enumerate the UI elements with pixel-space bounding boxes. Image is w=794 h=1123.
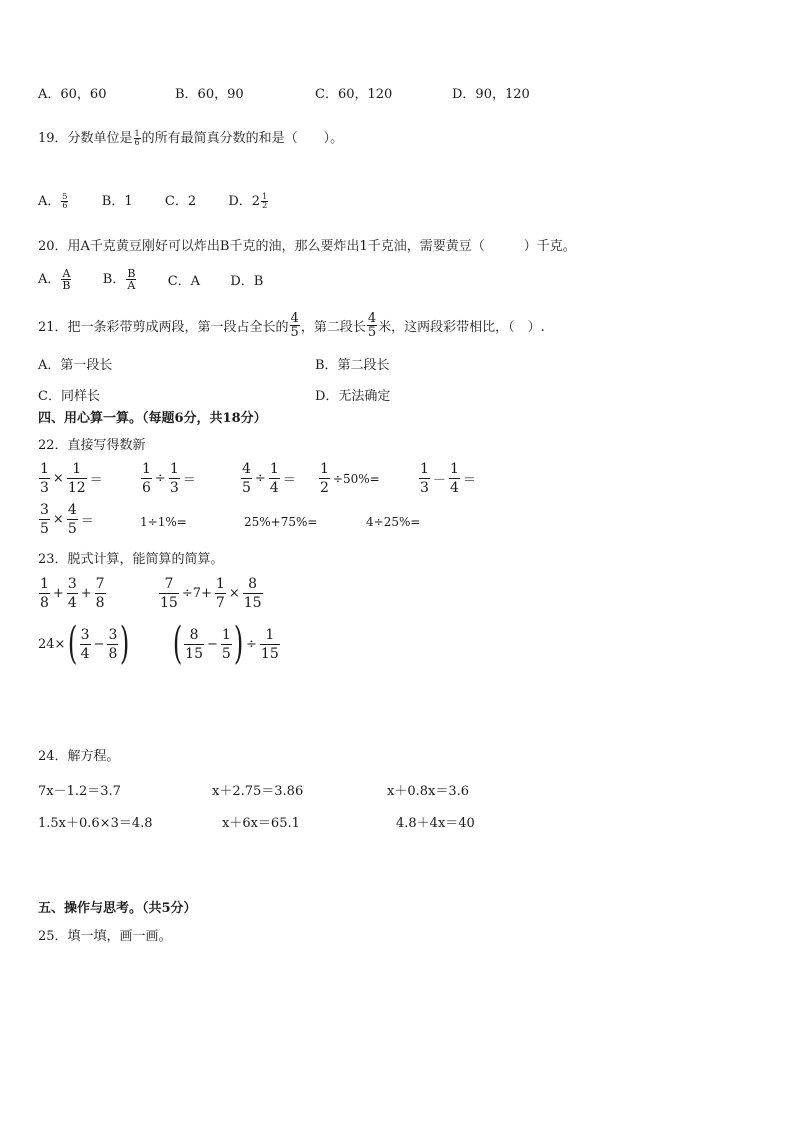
q22-expr-9: 4÷25%= [366, 515, 421, 529]
q21-option-b: B．第二段长 [315, 358, 390, 373]
equals-sign: ＝ [462, 473, 476, 488]
denominator: 5 [242, 480, 251, 496]
fraction [141, 462, 152, 495]
q19-question [38, 130, 343, 148]
fraction [319, 462, 330, 495]
fraction [449, 462, 460, 495]
equals-sign: ＝ [282, 473, 296, 488]
denominator: A [127, 279, 136, 292]
q24-equation-4: 1.5x＋0.6×3＝4.8 [38, 816, 153, 831]
denominator: 15 [185, 645, 203, 662]
denominator: 8 [108, 645, 118, 662]
operator: × [52, 471, 64, 486]
q19-text-pre: 19．分数单位是 [38, 131, 133, 146]
numerator: 4 [242, 461, 251, 477]
fraction [241, 462, 252, 495]
denominator: 15 [160, 595, 178, 611]
q19-option-b: B．1 [101, 194, 133, 209]
fraction [67, 577, 78, 610]
operator: ÷ [246, 636, 257, 652]
numerator: 1 [262, 192, 268, 201]
denominator: B [62, 279, 71, 292]
numerator: 1 [72, 461, 82, 477]
operator: − [93, 636, 105, 652]
q19-option-d: D．2 [228, 194, 261, 209]
numerator: 3 [80, 626, 90, 643]
fraction [67, 462, 87, 495]
denominator: 6 [62, 201, 68, 210]
numerator: 3 [108, 626, 118, 643]
numerator: 1 [215, 576, 225, 592]
q24-title: 24．解方程。 [38, 749, 120, 764]
q20-option-a: A． [38, 272, 61, 287]
q24-equation-5: x＋6x＝65.1 [222, 816, 300, 831]
q20-options [38, 268, 263, 291]
q19-option-d-fraction [261, 193, 268, 210]
q21-option-a: A．第一段长 [38, 358, 113, 373]
numerator: 8 [248, 576, 258, 592]
operator: ÷ [154, 471, 166, 486]
q22-expr-8: 25%+75%= [244, 515, 318, 529]
q24-equation-2: x＋2.75＝3.86 [212, 784, 304, 799]
q19-options [38, 190, 269, 210]
denominator: 5 [40, 521, 49, 537]
q20-option-d: D．B [230, 274, 264, 289]
denominator: 2 [320, 480, 329, 496]
equals-sign: ＝ [89, 473, 103, 488]
fraction [215, 577, 226, 610]
q21-text-mid: ，第二段长 [300, 320, 366, 335]
q18-option-b: B．60，90 [175, 87, 244, 102]
numerator: 1 [265, 626, 275, 643]
q19-option-a: A． [38, 194, 61, 209]
operator: − [207, 636, 218, 652]
numerator: 7 [164, 576, 174, 592]
numerator: 1 [142, 461, 151, 477]
q23-expr-4 [172, 618, 281, 669]
equals-sign: ＝ [80, 514, 94, 529]
fraction [39, 503, 50, 536]
denominator: 7 [215, 595, 225, 611]
fraction [95, 577, 106, 610]
fraction [67, 503, 78, 536]
denominator: 4 [449, 480, 459, 496]
left-paren: ( [68, 618, 78, 669]
q21-fraction-2 [367, 312, 377, 339]
equals-sign: ＝ [182, 473, 196, 488]
denominator: 12 [67, 480, 86, 496]
q21-question [38, 312, 545, 339]
fraction [260, 628, 280, 661]
numerator: 1 [134, 129, 140, 138]
denominator: 2 [262, 201, 268, 210]
numerator: 1 [449, 461, 459, 477]
q22-expr-5 [418, 462, 478, 495]
denominator: 8 [95, 595, 105, 611]
q22-expr-7: 1÷1%= [140, 515, 187, 529]
q20-option-c: C．A [167, 274, 201, 289]
q18-option-a: A．60，60 [38, 87, 107, 102]
q18-option-d: D．90，120 [452, 87, 530, 102]
numerator: 1 [221, 626, 231, 643]
denominator: 3 [420, 480, 429, 496]
section-4-heading: 四、用心算一算。（每题6分，共18分） [38, 411, 267, 426]
q20-option-a-fraction [61, 268, 71, 291]
numerator: 5 [62, 192, 68, 201]
right-paren: ) [233, 618, 244, 669]
operator: ÷ [254, 471, 266, 486]
q24-equation-3: x＋0.8x＝3.6 [387, 784, 470, 799]
right-paren: ) [120, 618, 130, 669]
denominator: 3 [40, 480, 49, 496]
numerator: 4 [67, 502, 77, 518]
q18-option-c: C．60，120 [315, 87, 393, 102]
q20-option-b-fraction [126, 268, 136, 291]
q23-title: 23．脱式计算，能简算的简算。 [38, 552, 224, 567]
q22-expr-4 [318, 462, 382, 495]
q21-text-post: 米，这两段彩带相比，（ ）. [378, 320, 545, 335]
numerator: 8 [189, 626, 199, 643]
fraction [107, 628, 118, 661]
q22-expr-2 [140, 462, 198, 495]
numerator: 1 [40, 576, 49, 592]
numerator: 1 [320, 461, 329, 477]
denominator: 5 [290, 325, 299, 340]
operator: × [52, 512, 64, 527]
q21-option-d: D．无法确定 [315, 389, 391, 404]
fraction [159, 577, 179, 610]
operator: × [228, 586, 240, 601]
q19-text-post: 的所有最简真分数的和是（ ）。 [141, 131, 344, 146]
q23-expr-3 [38, 618, 131, 669]
expression-lead: 24× [38, 636, 66, 652]
section-5-heading: 五、操作与思考。（共5分） [38, 901, 197, 916]
fraction [269, 462, 280, 495]
fraction [221, 628, 232, 661]
numerator: 1 [420, 461, 429, 477]
q19-unit-fraction [134, 130, 141, 147]
q22-expr-6 [38, 503, 96, 536]
numerator: 3 [40, 502, 49, 518]
q19-option-c: C．2 [164, 194, 197, 209]
denominator: 4 [67, 595, 77, 611]
fraction [39, 577, 50, 610]
q21-text-pre: 21．把一条彩带剪成两段，第一段占全长的 [38, 320, 289, 335]
fraction [243, 577, 263, 610]
denominator: 5 [67, 521, 77, 537]
fraction [184, 628, 204, 661]
fraction [169, 462, 180, 495]
q25-title: 25．填一填，画一画。 [38, 929, 172, 944]
numerator: A [62, 267, 71, 280]
q20-question: 20．用A千克黄豆刚好可以炸出B千克的油，那么要炸出1千克油，需要黄豆（ ）千克。 [38, 239, 576, 254]
q24-equation-6: 4.8＋4x＝40 [396, 816, 475, 831]
q22-expr-1 [38, 462, 105, 495]
q22-title: 22．直接写得数新 [38, 438, 146, 453]
denominator: 5 [367, 325, 377, 340]
numerator: 3 [67, 576, 77, 592]
numerator: 1 [269, 461, 279, 477]
numerator: 1 [169, 461, 179, 477]
numerator: 4 [290, 311, 299, 326]
q22-expr-3 [240, 462, 298, 495]
operator: ÷7+ [181, 586, 212, 601]
denominator: 4 [269, 480, 279, 496]
denominator: 5 [221, 645, 231, 662]
operator: + [80, 586, 92, 601]
denominator: 8 [40, 595, 49, 611]
fraction [80, 628, 91, 661]
numerator: 1 [40, 461, 49, 477]
expression-rest: ÷50%= [332, 471, 380, 486]
fraction [419, 462, 430, 495]
q21-fraction-1 [290, 312, 300, 339]
q23-expr-2 [158, 577, 264, 610]
q21-option-c: C．同样长 [38, 389, 100, 404]
denominator: 6 [134, 138, 140, 147]
q19-option-a-fraction [61, 193, 68, 210]
numerator: B [127, 267, 136, 280]
denominator: 15 [243, 595, 262, 611]
operator: + [52, 586, 64, 601]
left-paren: ( [172, 618, 183, 669]
q23-expr-1 [38, 577, 107, 610]
q20-option-b: B． [102, 272, 126, 287]
denominator: 4 [80, 645, 90, 662]
operator: － [432, 473, 446, 488]
fraction [39, 462, 50, 495]
numerator: 4 [367, 311, 377, 326]
q24-equation-1: 7x－1.2＝3.7 [38, 784, 121, 799]
denominator: 15 [260, 645, 279, 662]
denominator: 3 [169, 480, 179, 496]
numerator: 7 [95, 576, 105, 592]
denominator: 6 [142, 480, 151, 496]
